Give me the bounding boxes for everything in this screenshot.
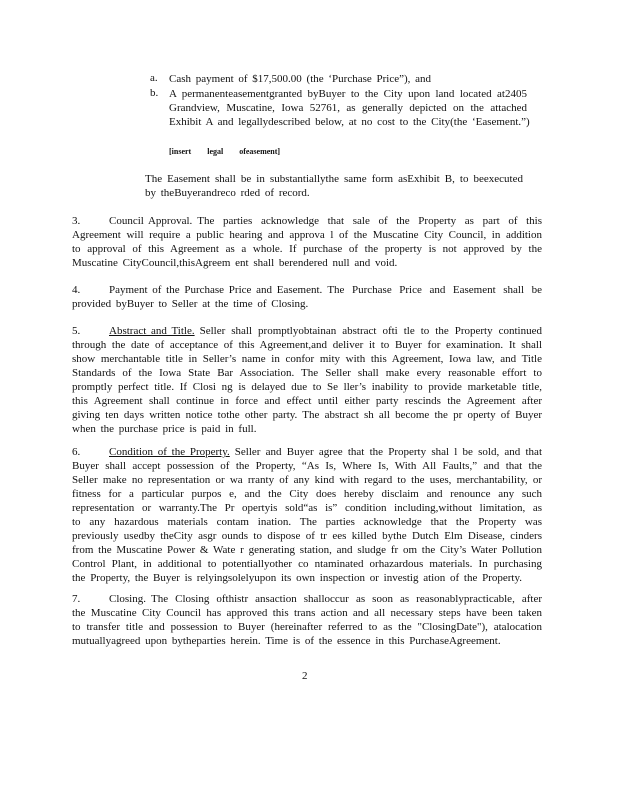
paragraph-line: from the Muscatine Power & Wate r generating station, and sludge fr om the City’s Water Pollution <box>72 544 542 556</box>
paragraph-heading: Payment of the Purchase Price and Easement. <box>109 284 323 296</box>
paragraph-5 <box>72 324 542 436</box>
paragraph-line <box>72 283 542 297</box>
paragraph-line: the Property, the Buyer is relyingsolelyupon its own inspection or investig ation of the Property. <box>72 572 523 584</box>
paragraph-line: the Muscatine City Council has approved this trans action and all necessary steps have been taken <box>72 607 542 619</box>
paragraph-line: this Agreement shall continue in force and effect until either party rescinds the Agreement after <box>72 395 542 407</box>
paragraph-heading: Closing. <box>109 593 146 605</box>
paragraph-line: Control Plant, in additional to potentiallyother co ntaminated orhazardous materials. In purchasing <box>72 558 542 570</box>
paragraph-3 <box>72 214 542 270</box>
item-a <box>169 72 439 86</box>
paragraph-line: promptly perfect title. If Closi ng is delayed due to Se ller’s inability to provide marketable title, <box>72 381 542 393</box>
easement-line: by theBuyerandreco rded of record. <box>145 187 310 199</box>
paragraph-heading: Council Approval. <box>109 215 193 227</box>
paragraph-line: provided byBuyer to Seller at the time of Closing. <box>72 298 309 310</box>
paragraph-line: through the date of acceptance of this Agreement,and deliver it to Buyer for examination. It shall <box>72 339 542 351</box>
item-b-line: A permanenteasementgranted byBuyer to the City upon land located at2405 <box>169 88 527 100</box>
item-b <box>169 87 530 129</box>
paragraph-heading: Abstract and Title. <box>109 325 195 337</box>
paragraph-text: The Closing ofthistr ansaction shalloccur as soon as reasonablypracticable, after <box>150 593 542 605</box>
page-number: 2 <box>302 670 308 682</box>
paragraph-line <box>72 445 542 459</box>
paragraph-text: The parties acknowledge that sale of the Property as part of this <box>197 215 542 227</box>
paragraph-line: Buyer shall accept possession of the Property, “As Is, Where Is, With All Faults,” and that the <box>72 460 542 472</box>
paragraph-6 <box>72 445 542 585</box>
list-marker-b: b. <box>150 87 159 99</box>
paragraph-number: 6. <box>72 446 81 458</box>
paragraph-line: mutuallyagreed upon bytheparties herein. Time is of the essence in this PurchaseAgreement. <box>72 635 501 647</box>
item-a-line: Cash payment of $17,500.00 (the ‘Purchase Price”), and <box>169 73 432 85</box>
paragraph-line: to approval of this Agreement as a whole. If purchase of the property is not approved by the <box>72 243 542 255</box>
paragraph-line: giving ten days written notice tothe other party. The abstract sh all become the pr operty of Buyer <box>72 409 542 421</box>
paragraph-4 <box>72 283 542 311</box>
paragraph-number: 5. <box>72 325 81 337</box>
paragraph-line: Seller make no representation or wa rranty of any kind with regard to the uses, merchantability, or <box>72 474 542 486</box>
paragraph-number: 7. <box>72 593 81 605</box>
paragraph-line: show merchantable title in Seller’s name in confor mity with this Agreement, Iowa law, and Title <box>72 353 542 365</box>
paragraph-line: representation or warranty.The Pr opertyis sold“as is” condition including,without limitation, as <box>72 502 542 514</box>
paragraph-text: Seller shall promptlyobtainan abstract ofti tle to the Property continued <box>199 325 542 337</box>
easement-paragraph <box>145 172 523 200</box>
paragraph-line: Agreement will require a public hearing and approva l of the Muscatine City Council, in addition <box>72 229 542 241</box>
paragraph-number: 3. <box>72 215 81 227</box>
paragraph-line: to transfer title and possession to Buyer (hereinafter referred to as the "ClosingDate"), atalocation <box>72 621 542 633</box>
paragraph-text: Seller and Buyer agree that the Property shal l be sold, and that <box>234 446 542 458</box>
paragraph-7 <box>72 592 542 648</box>
paragraph-heading: Condition of the Property. <box>109 446 230 458</box>
paragraph-line <box>72 214 542 228</box>
paragraph-line: previously usedby theCity asgr ounds to dispose of tr ees killed bythe Dutch Elm Disease, cinders <box>72 530 542 542</box>
paragraph-text: The Purchase Price and Easement shall be <box>327 284 542 296</box>
easement-line: The Easement shall be in substantiallythe same form asExhibit B, to beexecuted <box>145 173 523 185</box>
paragraph-line: when the purchase price is paid in full. <box>72 423 257 435</box>
paragraph-number: 4. <box>72 284 81 296</box>
paragraph-line: Muscatine CityCouncil,thisAgreem ent shall berendered null and void. <box>72 257 398 269</box>
paragraph-line <box>72 592 542 606</box>
paragraph-line: to any hazardous materials contam ination. The parties acknowledge that the Property was <box>72 516 542 528</box>
paragraph-line: fitness for a particular purpos e, and the City does hereby disclaim and renounce any such <box>72 488 542 500</box>
list-marker-a: a. <box>150 72 158 84</box>
insert-placeholder: [insert legal ofeasement] <box>169 147 281 156</box>
paragraph-line: Standards of the Iowa State Bar Association. The Seller shall make every reasonable effort to <box>72 367 542 379</box>
paragraph-line <box>72 324 542 338</box>
item-b-line: Grandview, Muscatine, Iowa 52761, as generally depicted on the attached <box>169 102 527 114</box>
item-b-line: Exhibit A and legallydescribed below, at no cost to the City(the ‘Easement.”) <box>169 116 530 128</box>
